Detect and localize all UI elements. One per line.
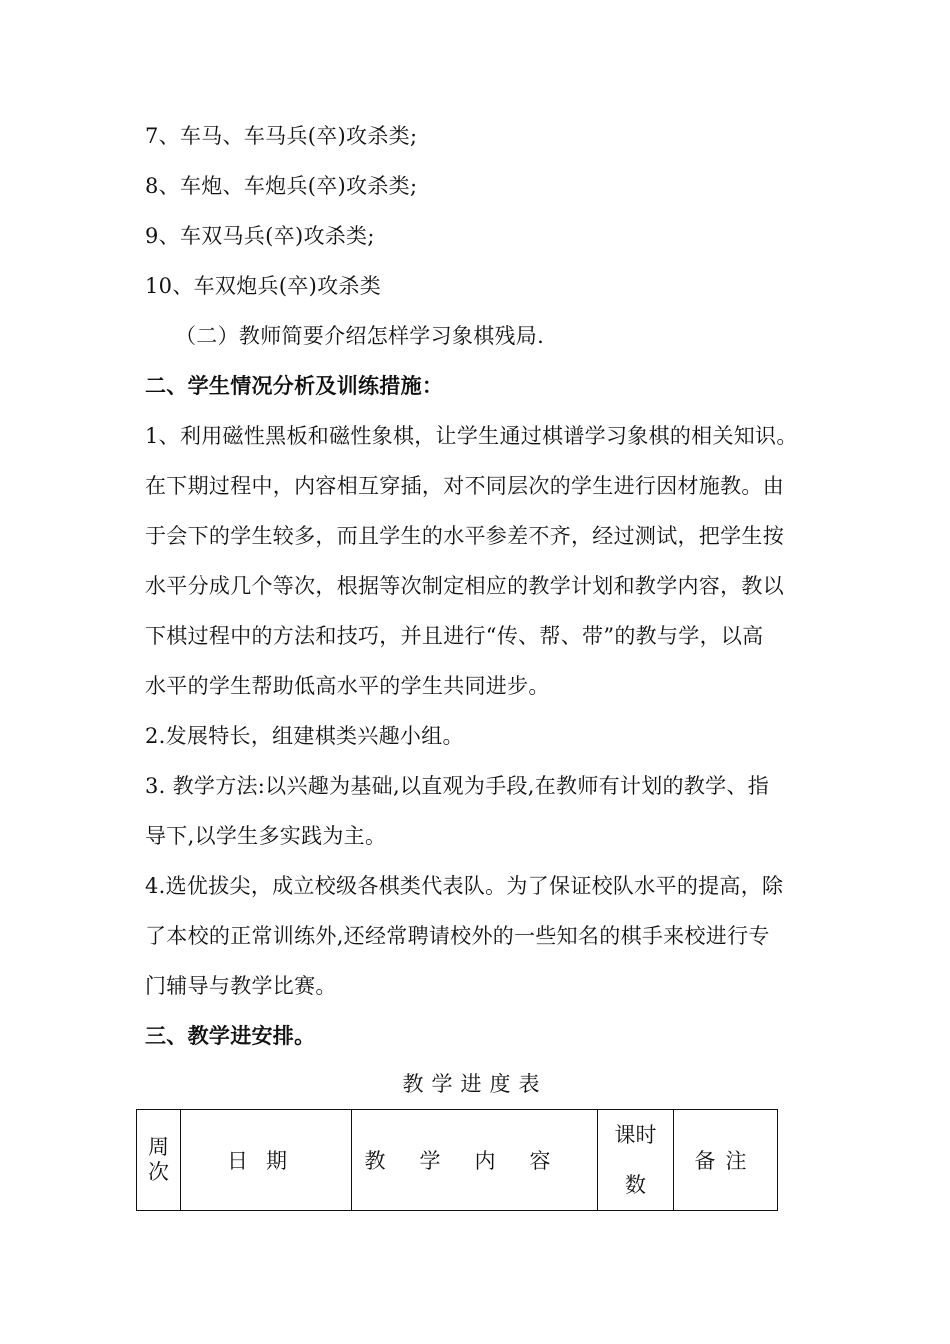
section-heading: 二、学生情况分析及训练措施：: [145, 374, 444, 398]
paragraph-line: 下棋过程中的方法和技巧，并且进行“传、帮、带”的教与学，以高: [145, 624, 764, 648]
schedule-table: [136, 1109, 778, 1211]
table-header-row: [137, 1110, 778, 1211]
header-date: 日期: [181, 1110, 352, 1211]
text-line: 8、车炮、车炮兵(卒)攻杀类;: [145, 174, 418, 198]
table-title: 教学进度表: [402, 1072, 548, 1096]
header-content: 教学内容: [352, 1110, 598, 1211]
text-line: 7、车马、车马兵(卒)攻杀类;: [145, 124, 418, 148]
section-heading: 三、教学进安排。: [145, 1024, 316, 1048]
paragraph-line: 4.选优拔尖，成立校级各棋类代表队。为了保证校队水平的提高，除: [145, 874, 784, 898]
paragraph-line: 门辅导与教学比赛。: [145, 974, 337, 998]
paragraph-line: 水平分成几个等次，根据等次制定相应的教学计划和教学内容，教以: [145, 574, 784, 598]
paragraph-line: 水平的学生帮助低高水平的学生共同进步。: [145, 674, 550, 698]
header-week: 周次: [137, 1110, 181, 1211]
subsection-line: （二）教师简要介绍怎样学习象棋残局.: [175, 324, 545, 348]
paragraph-line: 于会下的学生较多，而且学生的水平参差不齐，经过测试，把学生按: [145, 524, 784, 548]
paragraph-line: 2.发展特长，组建棋类兴趣小组。: [145, 724, 464, 748]
paragraph-line: 3. 教学方法:以兴趣为基础,以直观为手段,在教师有计划的教学、指: [145, 774, 770, 798]
text-line: 9、车双马兵(卒)攻杀类;: [145, 224, 375, 248]
header-hours: 课时数: [598, 1110, 674, 1211]
paragraph-line: 了本校的正常训练外,还经常聘请校外的一些知名的棋手来校进行专: [145, 924, 770, 948]
paragraph-line: 在下期过程中，内容相互穿插，对不同层次的学生进行因材施教。由: [145, 474, 784, 498]
paragraph-line: 导下,以学生多实践为主。: [145, 824, 387, 848]
header-notes: 备注: [674, 1110, 778, 1211]
text-line: 10、车双炮兵(卒)攻杀类: [145, 274, 382, 298]
paragraph-line: 1、利用磁性黑板和磁性象棋，让学生通过棋谱学习象棋的相关知识。: [145, 424, 798, 448]
